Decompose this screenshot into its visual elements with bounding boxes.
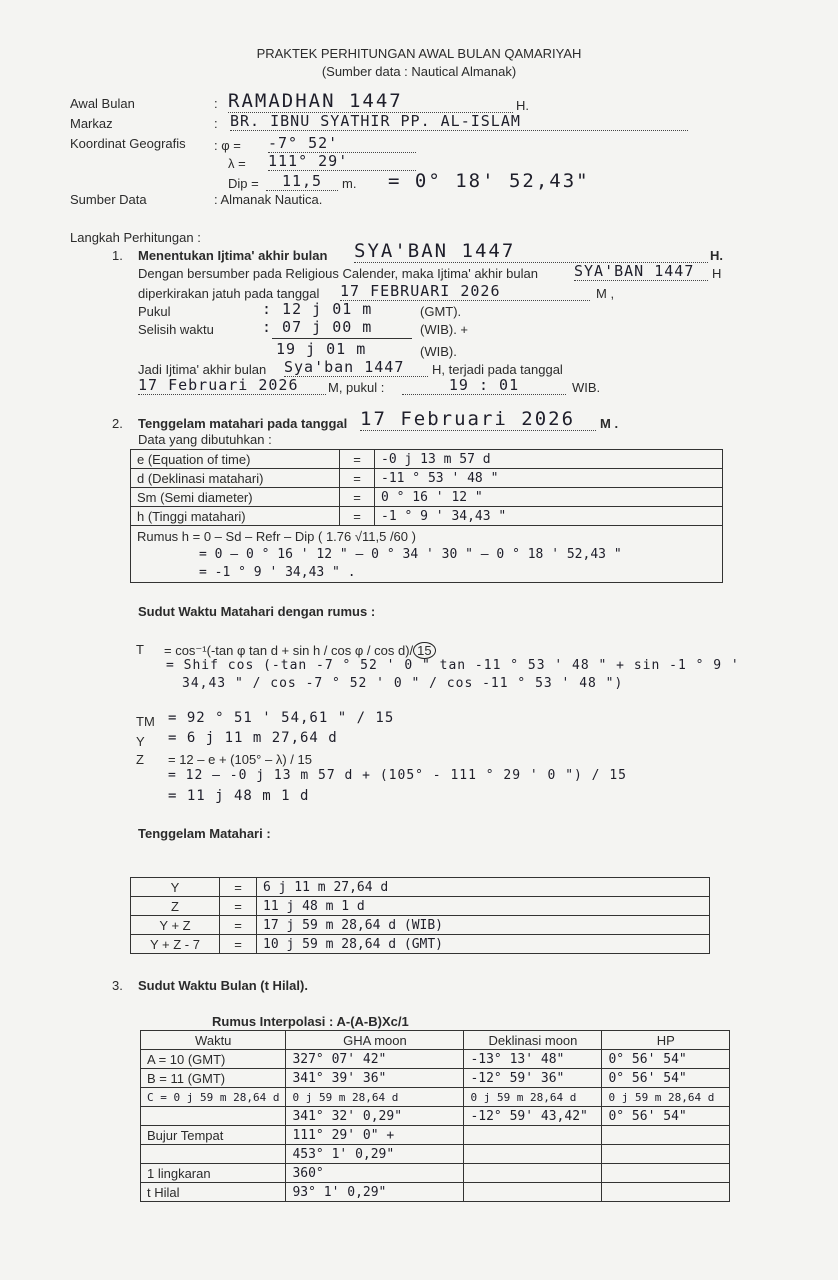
lambda-label: λ =	[228, 156, 246, 171]
cell-hp	[602, 1126, 730, 1145]
cell-hp	[602, 1145, 730, 1164]
jadi-a: Jadi Ijtima' akhir bulan	[138, 362, 267, 377]
table-row	[131, 878, 710, 897]
row-label: Sm (Semi diameter)	[131, 488, 340, 507]
y-label: Y	[136, 734, 145, 749]
table-row	[141, 1088, 730, 1107]
step1-line3a: diperkirakan jatuh pada tanggal	[138, 286, 320, 301]
page-title: PRAKTEK PERHITUNGAN AWAL BULAN QAMARIYAH	[256, 46, 582, 61]
row-value: 6 j 11 m 27,64 d	[257, 878, 710, 897]
cell-deklinasi	[464, 1126, 602, 1145]
page-subtitle: (Sumber data : Nautical Almanak)	[321, 64, 517, 79]
step1-line2a: Dengan bersumber pada Religious Calender, maka Ijtima' akhir bulan	[138, 266, 538, 281]
moon-table	[140, 1030, 730, 1202]
header-deklinasi: Deklinasi moon	[464, 1031, 602, 1050]
table-header-row	[141, 1031, 730, 1050]
rumus-line-2: = 0 – 0 ° 16 ' 12 " – 0 ° 34 ' 30 " – 0 ° 18 ' 52,43 "	[199, 547, 622, 562]
row-eq: =	[220, 897, 257, 916]
jadi-d: 17 Februari 2026	[138, 376, 326, 395]
cell-deklinasi	[464, 1145, 602, 1164]
row-eq: =	[340, 450, 375, 469]
row-eq: =	[340, 507, 375, 526]
table-row	[141, 1050, 730, 1069]
row-label: d (Deklinasi matahari)	[131, 469, 340, 488]
table-row	[131, 935, 710, 954]
cell-waktu	[141, 1145, 286, 1164]
row-label: Y + Z	[131, 916, 220, 935]
sum-line	[272, 338, 412, 339]
cell-hp	[602, 1164, 730, 1183]
table-row	[131, 897, 710, 916]
cell-waktu	[141, 1107, 286, 1126]
table-row	[131, 450, 723, 469]
row-label: Y	[131, 878, 220, 897]
row-label: h (Tinggi matahari)	[131, 507, 340, 526]
pukul-label: Pukul	[138, 304, 171, 319]
z-line2: = 12 – -0 j 13 m 57 d + (105° - 111 ° 29 ' 0 ") / 15	[168, 768, 627, 783]
row-eq: =	[220, 878, 257, 897]
dip-label: Dip =	[228, 176, 259, 191]
cell-deklinasi: -13° 13' 48"	[464, 1050, 602, 1069]
sumber-value: : Almanak Nautica.	[214, 192, 323, 207]
jadi-f: 19 : 01	[402, 376, 566, 395]
t-line2: = Shif cos (-tan -7 ° 52 ' 0 " tan -11 ° 53 ' 48 " + sin -1 ° 9 '	[166, 658, 740, 673]
row-value: -1 ° 9 ' 34,43 "	[375, 507, 723, 526]
cell-gha: 111° 29' 0" +	[286, 1126, 464, 1145]
step2-number: 2.	[112, 416, 123, 431]
table-row	[141, 1183, 730, 1202]
step2-tanggal: 17 Februari 2026	[360, 408, 596, 431]
t-line3: 34,43 " / cos -7 ° 52 ' 0 " / cos -11 ° 53 ' 48 ")	[182, 676, 624, 691]
awal-bulan-suffix: H.	[516, 98, 529, 113]
step1-line3b: 17 FEBRUARI 2026	[340, 282, 590, 301]
cell-gha: 341° 32' 0,29"	[286, 1107, 464, 1126]
rumus-line-3: = -1 ° 9 ' 34,43 " .	[199, 565, 356, 580]
jadi-e: M, pukul :	[328, 380, 385, 395]
z-label: Z	[136, 752, 144, 767]
table-row	[141, 1107, 730, 1126]
tenggelam-title: Tenggelam Matahari :	[138, 826, 271, 841]
tm-value: = 92 ° 51 ' 54,61 " / 15	[168, 710, 395, 726]
cell-hp: 0° 56' 54"	[602, 1050, 730, 1069]
step1-line2c: H	[712, 266, 722, 281]
data-dibutuhkan-label: Data yang dibutuhkan :	[138, 432, 272, 447]
t-formula-text: = cos⁻¹(-tan φ tan d + sin h / cos φ / cos d)/	[164, 643, 414, 658]
pukul-suffix: (GMT).	[420, 304, 462, 319]
row-value: 0 ° 16 ' 12 "	[375, 488, 723, 507]
cell-waktu: C = 0 j 59 m 28,64 d	[141, 1088, 286, 1107]
cell-gha: 341° 39' 36"	[286, 1069, 464, 1088]
awal-bulan-label: Awal Bulan	[70, 96, 135, 111]
step2-suffix: M .	[600, 416, 619, 431]
step2-title: Tenggelam matahari pada tanggal	[138, 416, 348, 431]
table-row	[141, 1069, 730, 1088]
row-label: e (Equation of time)	[131, 450, 340, 469]
table-row	[131, 916, 710, 935]
selisih-label: Selisih waktu	[138, 322, 214, 337]
phi-value: -7° 52'	[268, 134, 416, 153]
row-label: Y + Z - 7	[131, 935, 220, 954]
cell-waktu: 1 lingkaran	[141, 1164, 286, 1183]
sun-data-table	[130, 449, 723, 583]
step1-line2b: SYA'BAN 1447	[574, 262, 708, 281]
cell-gha: 327° 07' 42"	[286, 1050, 464, 1069]
row-value: -11 ° 53 ' 48 "	[375, 469, 723, 488]
z-line3: = 11 j 48 m 1 d	[168, 788, 310, 804]
awal-bulan-value: RAMADHAN 1447	[228, 90, 513, 113]
table-row	[141, 1164, 730, 1183]
markaz-label: Markaz	[70, 116, 113, 131]
row-eq: =	[220, 916, 257, 935]
header-waktu: Waktu	[141, 1031, 286, 1050]
cell-waktu: A = 10 (GMT)	[141, 1050, 286, 1069]
row-value: 11 j 48 m 1 d	[257, 897, 710, 916]
step3-number: 3.	[112, 978, 123, 993]
cell-deklinasi	[464, 1164, 602, 1183]
rumus-line-1: Rumus h = 0 – Sd – Refr – Dip ( 1.76 √11,5 /60 )	[137, 529, 416, 544]
cell-waktu: t Hilal	[141, 1183, 286, 1202]
cell-deklinasi	[464, 1183, 602, 1202]
sunset-table	[130, 877, 710, 954]
cell-deklinasi: 0 j 59 m 28,64 d	[464, 1088, 602, 1107]
cell-gha: 360°	[286, 1164, 464, 1183]
dip-result: = 0° 18' 52,43"	[388, 170, 590, 192]
rumus-cell	[131, 526, 723, 583]
step1-number: 1.	[112, 248, 123, 263]
sumber-label: Sumber Data	[70, 192, 147, 207]
dip-unit: m.	[342, 176, 357, 191]
colon: :	[214, 96, 218, 111]
koordinat-label: Koordinat Geografis	[70, 136, 186, 151]
cell-hp: 0° 56' 54"	[602, 1069, 730, 1088]
tm-label: TM	[136, 714, 155, 729]
cell-gha: 0 j 59 m 28,64 d	[286, 1088, 464, 1107]
cell-gha: 453° 1' 0,29"	[286, 1145, 464, 1164]
markaz-value: BR. IBNU SYATHIR PP. AL-ISLAM	[230, 112, 688, 131]
lambda-value: 111° 29'	[268, 152, 416, 171]
jadi-b: Sya'ban 1447	[284, 358, 428, 377]
cell-waktu: Bujur Tempat	[141, 1126, 286, 1145]
sudut-title: Sudut Waktu Matahari dengan rumus :	[138, 604, 376, 619]
wib-suffix: (WIB).	[420, 344, 457, 359]
table-row	[131, 507, 723, 526]
table-row	[131, 488, 723, 507]
table-row	[131, 469, 723, 488]
row-eq: =	[340, 488, 375, 507]
jadi-g: WIB.	[572, 380, 601, 395]
row-value: 10 j 59 m 28,64 d (GMT)	[257, 935, 710, 954]
step1-title: Menentukan Ijtima' akhir bulan	[138, 248, 328, 263]
header-hp: HP	[602, 1031, 730, 1050]
jadi-c: H, terjadi pada tanggal	[432, 362, 563, 377]
t-label: T	[136, 642, 144, 657]
z-formula: = 12 – e + (105° – λ) / 15	[168, 752, 312, 767]
langkah-title: Langkah Perhitungan :	[70, 230, 201, 245]
step1-line3c: M ,	[596, 286, 615, 301]
row-value: -0 j 13 m 57 d	[375, 450, 723, 469]
row-eq: =	[220, 935, 257, 954]
cell-deklinasi: -12° 59' 43,42"	[464, 1107, 602, 1126]
wib-value: 19 j 01 m	[276, 340, 367, 358]
selisih-value: : 07 j 00 m	[262, 318, 373, 336]
phi-label: : φ =	[214, 138, 241, 153]
selisih-suffix: (WIB). +	[420, 322, 469, 337]
step1-suffix: H.	[710, 248, 723, 263]
cell-hp: 0 j 59 m 28,64 d	[602, 1088, 730, 1107]
cell-deklinasi: -12° 59' 36"	[464, 1069, 602, 1088]
step3-title: Sudut Waktu Bulan (t Hilal).	[138, 978, 308, 993]
row-value: 17 j 59 m 28,64 d (WIB)	[257, 916, 710, 935]
cell-hp	[602, 1183, 730, 1202]
rumus-row	[131, 526, 723, 583]
header-gha: GHA moon	[286, 1031, 464, 1050]
dip-value: 11,5	[266, 172, 338, 191]
table-row	[141, 1126, 730, 1145]
y-value: = 6 j 11 m 27,64 d	[168, 730, 338, 746]
row-label: Z	[131, 897, 220, 916]
t-circle-15: 15	[413, 642, 435, 659]
cell-hp: 0° 56' 54"	[602, 1107, 730, 1126]
t-formula	[164, 642, 436, 659]
step1-bulan: SYA'BAN 1447	[354, 240, 708, 263]
pukul-value: : 12 j 01 m	[262, 300, 373, 318]
colon: :	[214, 116, 218, 131]
cell-waktu: B = 11 (GMT)	[141, 1069, 286, 1088]
cell-gha: 93° 1' 0,29"	[286, 1183, 464, 1202]
rumus-interpolasi: Rumus Interpolasi : A-(A-B)Xc/1	[212, 1014, 409, 1029]
row-eq: =	[340, 469, 375, 488]
table-row	[141, 1145, 730, 1164]
